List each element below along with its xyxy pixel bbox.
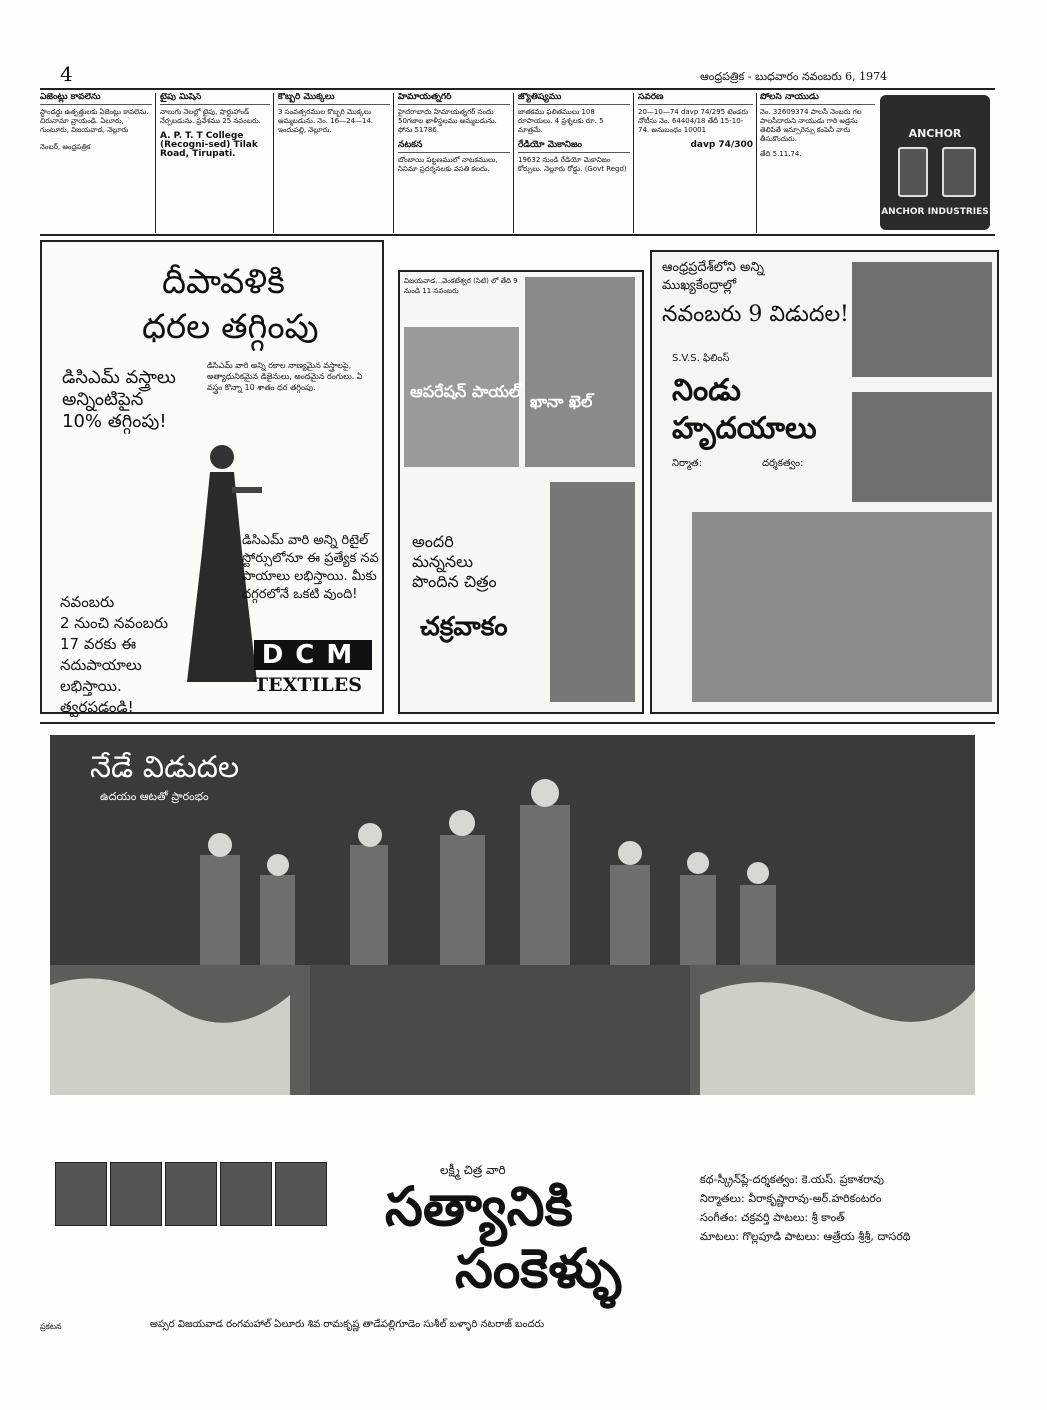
film-credits: కథ-స్క్రీన్‌ప్లే-దర్శకత్వం: కె.యస్. ప్రకాశరావు నిర్మాతలు: వీరాకృష్ణారావు-అర్.హరికంటరం సంగీతం: చక్రవర్తి పాటలు: శ్రీ కాంత్ మాటలు: గొల్లపూడి పాటలు: ఆత్రేయ శ్రీశ్రీ, దాసరథి (700, 1173, 911, 1243)
classified-himayatnagar: హిమాయత్నగర్ హైదరాబాదు హిమాయత్నగర్ నందు 50గజాల ఖాళీస్థలము అమ్మబడును. ఫోను 51786. నటకన బొంబాయి పట్టణములో నాటకములు, సినిమా ప్రదర్శనలకు వసతి కలదు. (398, 93, 510, 233)
nindu-hrudayalu-ad (650, 250, 999, 714)
footer-mark: ప్రకటన (40, 1322, 62, 1331)
nindu-director: దర్శకత్వం: (762, 458, 804, 469)
couple-photo (692, 512, 992, 702)
classified-typewriting: టైపు మిషిన్ నాలుగు నెలల్లో టైపు, షార్టుహాండ్ నేర్పబడును. ప్రవేశము 25 నవంబరు. A. P. T. T College (Recogni-sed) Tilak Road, Tirupati. (160, 93, 270, 233)
plug-icon (942, 147, 976, 197)
release-today: నేడే విడుదల (90, 750, 240, 785)
top-rule (40, 88, 995, 90)
classified-policy: పోలసి నాయుడు నెం. 32609374 పాలసీ నెంబరు గల పాలసీదారుని నాయుడు గారి అడ్రసు తెలిపితే ఇన్సూరెన్సు కంపెనీ వారు తీసుకొందురు. తేది 5.11.74. (760, 93, 875, 233)
dcm-logo: DCM (254, 640, 372, 670)
classified-astrology: జ్యోతిష్యము జాతకము ఫలితములు 108 రూపాయలు. 4 ప్రశ్నలకు రూ. 5 మాత్రమే. రేడియో మెకానిజం 19632 నుండి రేడియో మెకానిజం కోర్సులు. నెల్లూరు రోడ్డు. (Govt Regd) (518, 93, 630, 233)
cast-thumb-5 (275, 1162, 327, 1226)
poster-image (525, 277, 635, 467)
nindu-title: నిండు హృదయాలు (672, 373, 817, 446)
dcm-headline-1: దీపావళికి (162, 262, 285, 302)
dcm-textiles-ad (40, 240, 384, 714)
dcm-logo-sub: TEXTILES (254, 674, 362, 696)
classified-correction: సవరణ 20—10—74 davp 74/295 టెండరు నోటీసు నెం. 64404/18 తేదీ 15-10-74. అనుబంధం 10001 davp 74/300 (638, 93, 753, 150)
film-tagline: అందరి మన్ననలు పొందిన చిత్రం (412, 532, 497, 591)
film-chakravakam: చక్రవాకం (420, 612, 508, 642)
dcm-headline-2: ధరల తగ్గింపు (142, 307, 319, 347)
film-title-1: ఆపరేషన్ పాయల్ (410, 382, 521, 401)
cast-thumb-1 (55, 1162, 107, 1226)
release-subtitle: ఉదయం ఆటతో ప్రారంభం (100, 790, 209, 803)
anchor-ad (880, 95, 990, 230)
anchor-brand: ANCHOR (908, 127, 962, 140)
film-title: సత్యానికి సంకెళ్ళు (385, 1174, 622, 1300)
nindu-banner: S.V.S. ఫిలింస్ (672, 353, 730, 364)
page-number: 4 (60, 62, 73, 86)
classified-agents: ఏజెంట్లు కావలెను స్టాండర్డు ఉత్పత్తులకు ఏజెంట్లు కావలెను. చిరునామా వ్రాయండి. ఏలూరు, గుంటూరు, విజయవాడ, నెల్లూరు నెంబర్, ఆంధ్రపత్రిక (40, 93, 152, 233)
middle-film-ads (398, 270, 644, 714)
dcm-detail: డిసిఎమ్ వారి అన్ని రకాల నాణ్యమైన వస్త్రాలపై, అత్యాధునికమైన డిజైనులు, అందమైన రంగులు. ఏ వస్త్రం కొన్నా 10 శాతం ధర తగ్గింపు. (207, 361, 363, 392)
cast-thumb-3 (165, 1162, 217, 1226)
masthead: ఆంధ్రపత్రిక - బుధవారం నవంబరు 6, 1974 (700, 70, 888, 83)
cast-thumb-4 (220, 1162, 272, 1226)
middle-top-text: విజయవాడ...వెంకటేశ్వర (సిటి) లో తేది 9 నుండి 11 నవంబరు (404, 277, 518, 295)
dcm-stores: డిసిఎమ్ వారి అన్ని రిటైల్ స్టోర్సులోనూ ఈ ప్రత్యేక నవ పాయాలు లభిస్తాయి. మీకు దగ్గరలోనే ఒకటి వుంది! (242, 533, 379, 602)
film-producer: లక్ష్మీ చిత్ర వారి (440, 1163, 506, 1177)
nindu-intro: ఆంధ్రప్రదేశ్‌లోని అన్ని ముఖ్యకేంద్రాల్లో (662, 260, 764, 293)
fire-illustration (50, 965, 975, 1095)
film-ad-fire (50, 965, 975, 1095)
film-title-2: ఖానా ఖెల్ (530, 392, 593, 411)
classified-coconut: కొబ్బరి మొక్కలు 3 సంవత్సరముల కొబ్బరి మొక్కలు అమ్మబడును. నెం. 16—24—14. ఇందుపల్లి, నెల్లూరు. (278, 93, 390, 233)
nindu-release: నవంబరు 9 విడుదల! (662, 302, 849, 327)
anchor-company: ANCHOR INDUSTRIES (881, 207, 989, 217)
film-theatres: అప్సర విజయవాడ రంగమహాల్ ఏలూరు శివ రామకృష్ణ తాడేపల్లిగూడెం సుశీల్ బళ్ళారి నటరాజ్ బందరు (150, 1319, 545, 1330)
dcm-offer: డిసిఎమ్ వస్త్రాలు అన్నింటిపైన 10% తగ్గింపు! (62, 367, 176, 432)
switch-icon (898, 147, 928, 197)
poster-image-3 (550, 482, 635, 702)
nindu-producer: నిర్మాత: (672, 458, 703, 469)
actor-photo-2 (852, 392, 992, 502)
cast-thumb-2 (110, 1162, 162, 1226)
actor-photo-1 (852, 262, 992, 377)
dcm-dates: నవంబరు 2 నుంచి నవంబరు 17 వరకు ఈ నదుపాయాలు లభిస్తాయి. త్వరపడండి! (60, 593, 169, 716)
